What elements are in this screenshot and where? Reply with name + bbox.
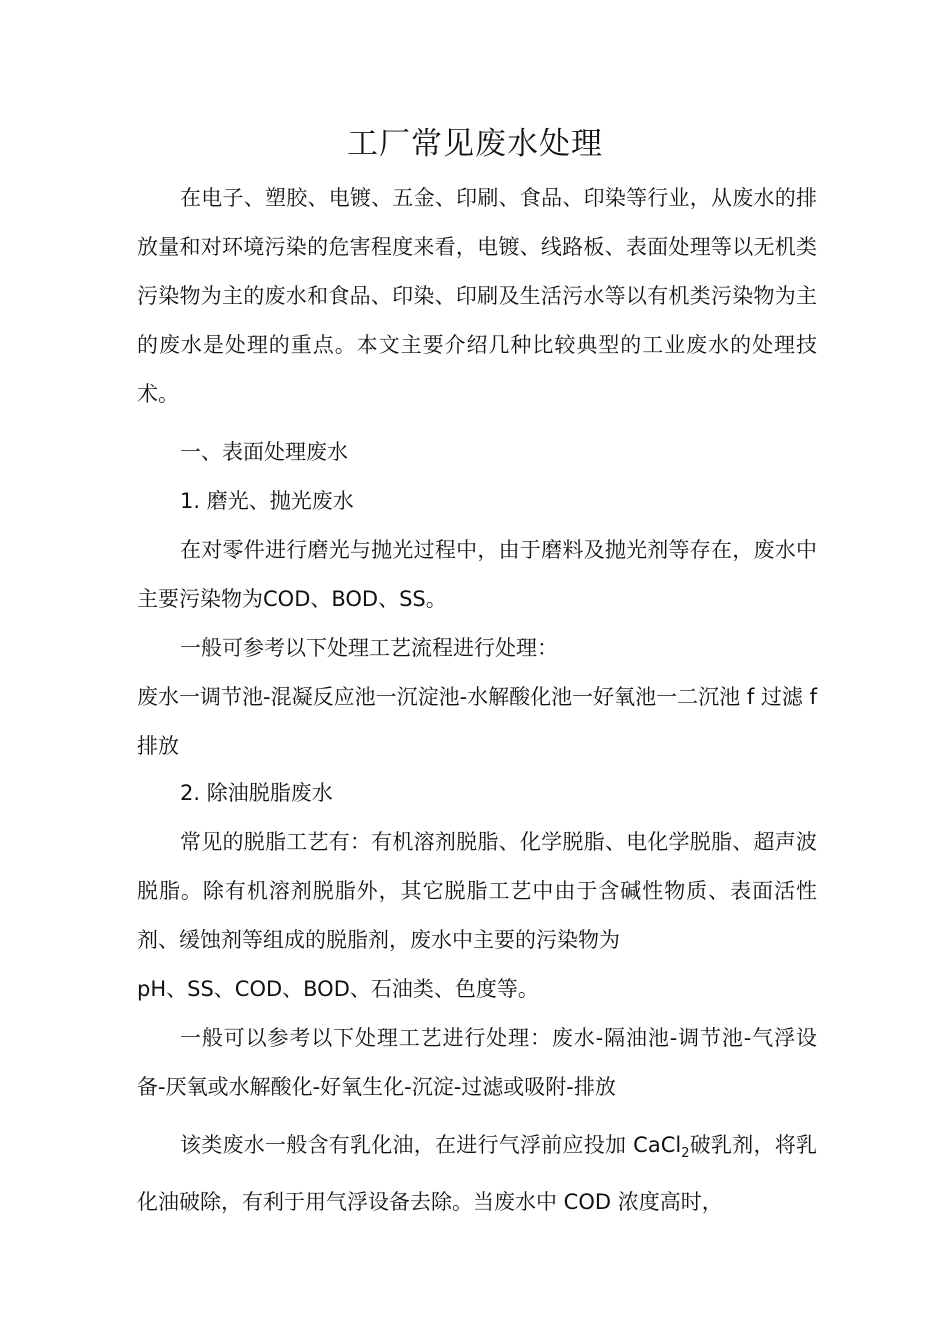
polishing-process-intro: 一般可参考以下处理工艺流程进行处理： <box>180 636 558 660</box>
degreasing-note <box>137 1121 817 1227</box>
subsection-heading-polishing: 1. 磨光、抛光废水 <box>180 489 354 513</box>
intro-paragraph: 在电子、塑胶、电镀、五金、印刷、食品、印染等行业，从废水的排放量和对环境污染的危害程度来看，电镀、线路板、表面处理等以无机类污染物为主的废水和食品、印染、印刷及生活污水等以有机类污染物为主的废水是处理的重点。本文主要介绍几种比较典型的工业废水的处理技术。 <box>137 186 817 406</box>
degreasing-paragraph: 常见的脱脂工艺有：有机溶剂脱脂、化学脱脂、电化学脱脂、超声波脱脂。除有机溶剂脱脂外，其它脱脂工艺中由于含碱性物质、表面活性剂、缓蚀剂等组成的脱脂剂，废水中主要的污染物为 <box>137 830 817 952</box>
section-heading-surface-treatment: 一、表面处理废水 <box>180 440 348 464</box>
subscript-two: 2 <box>681 1146 690 1162</box>
degreasing-note-text-b: 破乳剂，将乳化油破除，有利于用气浮设备去除。当废水中 COD 浓度高时， <box>137 1133 818 1215</box>
degreasing-pollutants: pH、SS、COD、BOD、石油类、色度等。 <box>137 977 539 1001</box>
subsection-heading-degreasing: 2. 除油脱脂废水 <box>180 781 333 805</box>
degreasing-process: 一般可以参考以下处理工艺进行处理：废水-隔油池-调节池-气浮设备-厌氧或水解酸化-好氧生化-沉淀-过滤或吸附-排放 <box>137 1026 817 1099</box>
degreasing-note-text-a: 该类废水一般含有乳化油，在进行气浮前应投加 CaCl <box>180 1133 682 1157</box>
polishing-paragraph: 在对零件进行磨光与抛光过程中，由于磨料及抛光剂等存在，废水中主要污染物为COD、BOD、SS。 <box>137 538 817 611</box>
polishing-process-flow: 废水一调节池-混凝反应池一沉淀池-水解酸化池一好氧池一二沉池 f 过滤 f 排放 <box>137 685 817 758</box>
document-title: 工厂常见废水处理 <box>347 126 603 162</box>
